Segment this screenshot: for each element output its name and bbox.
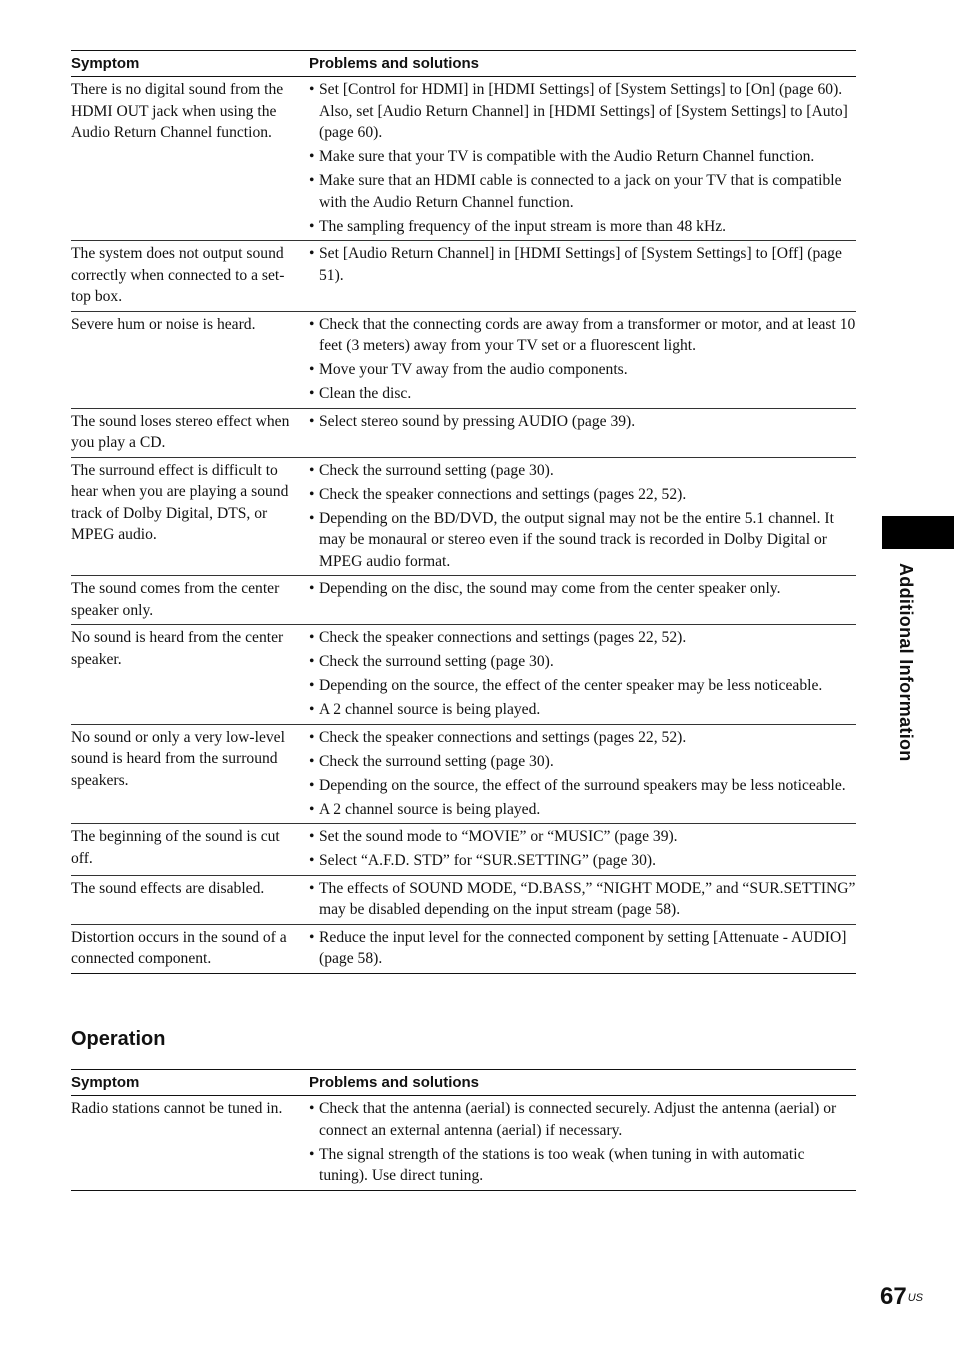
table-row xyxy=(71,576,856,625)
operation-table xyxy=(71,1069,856,1191)
page-number xyxy=(880,1283,923,1311)
table-row xyxy=(71,724,856,824)
symptom-cell: Radio stations cannot be tuned in. xyxy=(71,1096,309,1191)
page-number-suffix: US xyxy=(907,1292,923,1304)
solution-list xyxy=(309,927,856,970)
section-title-operation: Operation xyxy=(71,1028,166,1050)
solutions-column-header: Problems and solutions xyxy=(309,1070,856,1096)
table-row xyxy=(71,408,856,457)
solution-item: • Set [Control for HDMI] in [HDMI Settings] of [System Settings] to [On] (page 60). Also, set [Audio Return Channel] in [HDMI Settings] of [System Settings] to [Auto] (page 60). xyxy=(309,79,856,144)
solution-item: • Depending on the source, the effect of the surround speakers may be less noticeable. xyxy=(309,775,856,797)
solution-list xyxy=(309,727,856,821)
solution-list xyxy=(309,243,856,286)
solution-list xyxy=(309,314,856,405)
solution-item: • Check that the connecting cords are away from a transformer or motor, and at least 10 feet (3 meters) away from your TV set or a fluorescent light. xyxy=(309,314,856,357)
solution-item: • Check the surround setting (page 30). xyxy=(309,651,856,673)
solution-list xyxy=(309,460,856,573)
symptom-cell: Distortion occurs in the sound of a connected component. xyxy=(71,924,309,973)
symptom-column-header: Symptom xyxy=(71,51,309,77)
symptom-cell: No sound or only a very low-level sound is heard from the surround speakers. xyxy=(71,724,309,824)
solution-item: • Check the speaker connections and settings (pages 22, 52). xyxy=(309,627,856,649)
table-row xyxy=(71,241,856,312)
solution-list xyxy=(309,411,856,433)
solutions-cell xyxy=(309,724,856,824)
solutions-cell xyxy=(309,311,856,408)
solutions-cell xyxy=(309,457,856,576)
table-header-row xyxy=(71,1070,856,1096)
table-header-row xyxy=(71,51,856,77)
table-row xyxy=(71,1096,856,1191)
solution-item: • Set the sound mode to “MOVIE” or “MUSIC” (page 39). xyxy=(309,826,856,848)
troubleshooting-table xyxy=(71,50,856,974)
symptom-cell: The sound comes from the center speaker only. xyxy=(71,576,309,625)
solution-list xyxy=(309,1098,856,1187)
symptom-cell: Severe hum or noise is heard. xyxy=(71,311,309,408)
solution-item: • Make sure that your TV is compatible with the Audio Return Channel function. xyxy=(309,146,856,168)
solutions-cell xyxy=(309,924,856,973)
table-row xyxy=(71,824,856,876)
solution-item: • Depending on the source, the effect of the center speaker may be less noticeable. xyxy=(309,675,856,697)
table-row xyxy=(71,77,856,241)
solution-item: • The sampling frequency of the input stream is more than 48 kHz. xyxy=(309,216,856,238)
table-row xyxy=(71,457,856,576)
solution-item: • The signal strength of the stations is too weak (when tuning in with automatic tuning). Use direct tuning. xyxy=(309,1144,856,1187)
solutions-cell xyxy=(309,408,856,457)
solution-item: • Select “A.F.D. STD” for “SUR.SETTING” (page 30). xyxy=(309,850,856,872)
symptom-cell: The system does not output sound correctly when connected to a set-top box. xyxy=(71,241,309,312)
solution-list xyxy=(309,878,856,921)
solution-list xyxy=(309,79,856,237)
solution-list xyxy=(309,826,856,872)
solutions-cell xyxy=(309,77,856,241)
solutions-column-header: Problems and solutions xyxy=(309,51,856,77)
solution-item: • Clean the disc. xyxy=(309,383,856,405)
table-row xyxy=(71,924,856,973)
solutions-cell xyxy=(309,576,856,625)
table-row xyxy=(71,625,856,725)
solution-item: • Check that the antenna (aerial) is connected securely. Adjust the antenna (aerial) or connect an external antenna (aerial) if necessary. xyxy=(309,1098,856,1141)
table-row xyxy=(71,875,856,924)
solutions-cell xyxy=(309,625,856,725)
solution-item: • Depending on the disc, the sound may come from the center speaker only. xyxy=(309,578,856,600)
section-side-label: Additional Information xyxy=(896,563,916,762)
solutions-cell xyxy=(309,1096,856,1191)
solution-item: • Set [Audio Return Channel] in [HDMI Settings] of [System Settings] to [Off] (page 51). xyxy=(309,243,856,286)
symptom-cell: The sound loses stereo effect when you play a CD. xyxy=(71,408,309,457)
solution-item: • Select stereo sound by pressing AUDIO (page 39). xyxy=(309,411,856,433)
solution-list xyxy=(309,578,856,600)
page-number-value: 67 xyxy=(880,1283,907,1310)
solution-item: • Depending on the BD/DVD, the output signal may not be the entire 5.1 channel. It may be monaural or stereo even if the sound track is recorded in Dolby Digital or MPEG audio format. xyxy=(309,508,856,573)
solution-list xyxy=(309,627,856,721)
solutions-cell xyxy=(309,824,856,876)
table-body xyxy=(71,77,856,974)
solution-item: • The effects of SOUND MODE, “D.BASS,” “NIGHT MODE,” and “SUR.SETTING” may be disabled depending on the input stream (page 58). xyxy=(309,878,856,921)
symptom-cell: No sound is heard from the center speaker. xyxy=(71,625,309,725)
table-body xyxy=(71,1096,856,1191)
solution-item: • Reduce the input level for the connected component by setting [Attenuate - AUDIO] (page 58). xyxy=(309,927,856,970)
solution-item: • A 2 channel source is being played. xyxy=(309,799,856,821)
table-row xyxy=(71,311,856,408)
symptom-cell: There is no digital sound from the HDMI OUT jack when using the Audio Return Channel function. xyxy=(71,77,309,241)
solution-item: • Check the speaker connections and settings (pages 22, 52). xyxy=(309,484,856,506)
solutions-cell xyxy=(309,241,856,312)
solution-item: • Move your TV away from the audio components. xyxy=(309,359,856,381)
section-tab-marker xyxy=(882,516,954,549)
symptom-cell: The beginning of the sound is cut off. xyxy=(71,824,309,876)
solution-item: • Make sure that an HDMI cable is connected to a jack on your TV that is compatible with the Audio Return Channel function. xyxy=(309,170,856,213)
solution-item: • A 2 channel source is being played. xyxy=(309,699,856,721)
solution-item: • Check the surround setting (page 30). xyxy=(309,751,856,773)
symptom-cell: The sound effects are disabled. xyxy=(71,875,309,924)
symptom-column-header: Symptom xyxy=(71,1070,309,1096)
solution-item: • Check the speaker connections and settings (pages 22, 52). xyxy=(309,727,856,749)
solution-item: • Check the surround setting (page 30). xyxy=(309,460,856,482)
solutions-cell xyxy=(309,875,856,924)
symptom-cell: The surround effect is difficult to hear when you are playing a sound track of Dolby Digital, DTS, or MPEG audio. xyxy=(71,457,309,576)
